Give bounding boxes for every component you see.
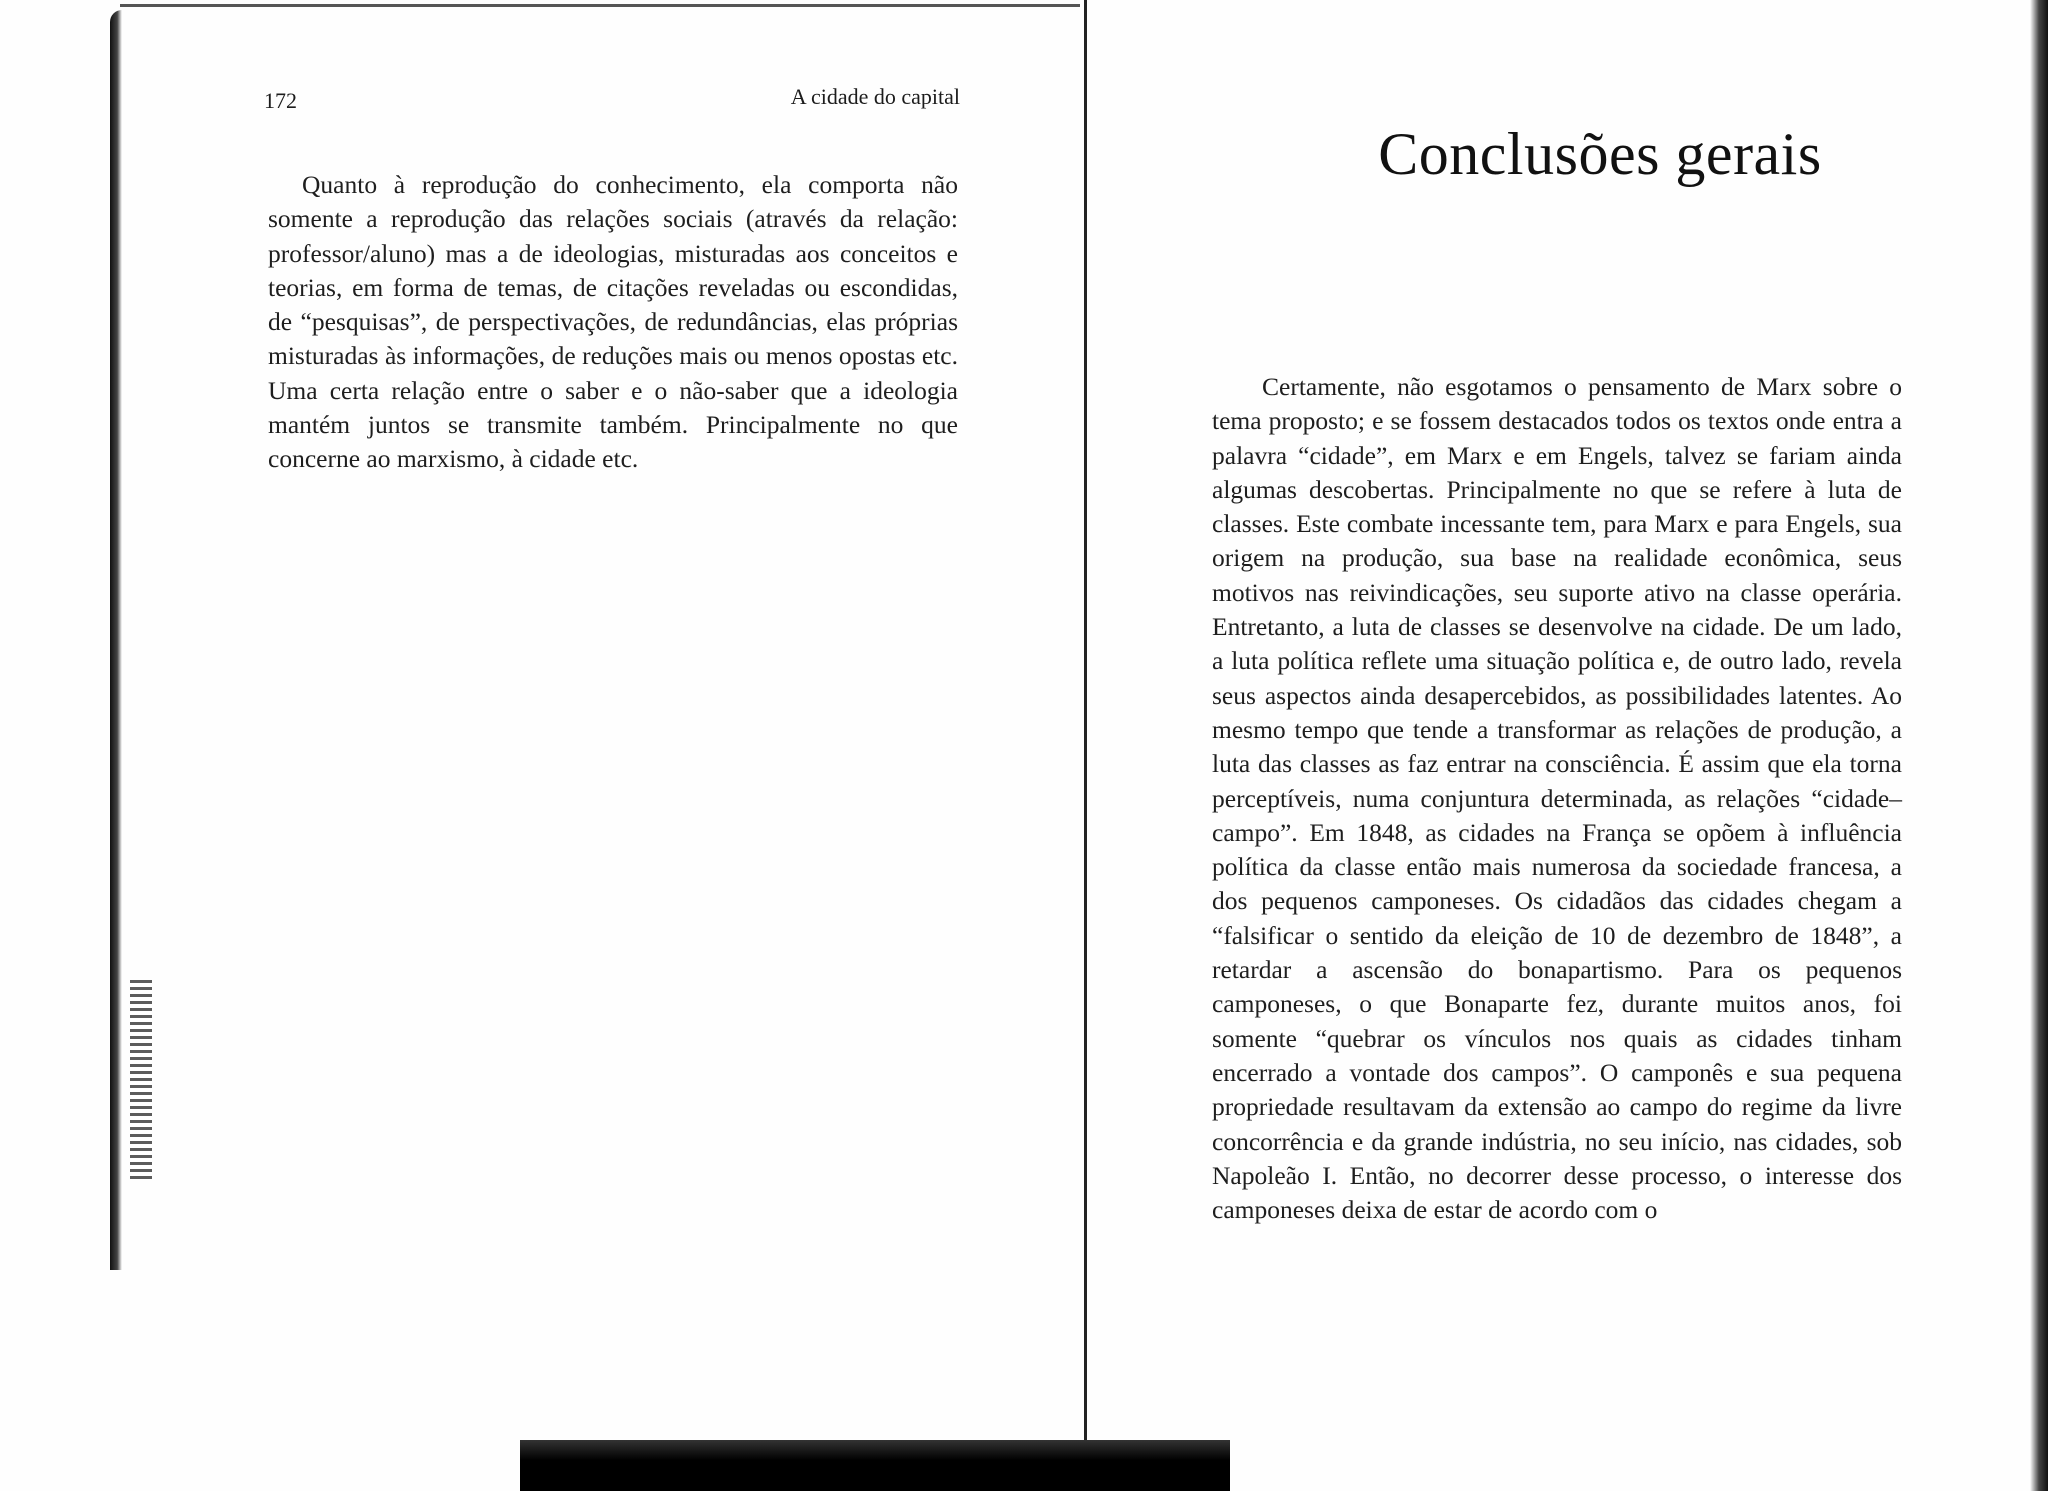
scan-artifact-stripe [130, 980, 152, 1180]
scan-top-edge [120, 4, 1080, 7]
page-number: 172 [264, 88, 297, 113]
page-edge-shadow [110, 10, 122, 1270]
left-paragraph: Quanto à reprodução do conhecimento, ela comporta não somente a reprodução das relações sociais (através da relação: professor/aluno) mas a de ideologias, misturadas aos conceitos e teorias, em forma de temas, de citações reveladas ou escondidas, de “pesquisas”, de perspectivações, de redundâncias, elas próprias misturadas às informações, de reduções mais ou menos opostas etc. Uma certa relação entre o saber e o não-saber que a ideologia mantém juntos se transmite também. Principalmente no que concerne ao marxismo, à cidade etc. [268, 170, 958, 474]
book-spine [1084, 0, 1087, 1440]
running-head: A cidade do capital [790, 84, 960, 109]
right-paragraph: Certamente, não esgotamos o pensamento de Marx sobre o tema proposto; e se fossem destacados todos os textos onde entra a palavra “cidade”, em Marx e em Engels, talvez se fariam ainda algumas descobertas. Principalmente no que se refere à luta de classes. Este combate incessante tem, para Marx e para Engels, sua origem na produção, sua base na realidade econômica, seus motivos nas reivindicações, seu suporte ativo na classe operária. Entretanto, a luta de classes se desenvolve na cidade. De um lado, a luta política reflete uma situação política e, de outro lado, revela seus aspectos ainda desapercebidos, as possibilidades latentes. Ao mesmo tempo que tende a transformar as relações de produção, a luta das classes as faz entrar na consciência. É assim que ela torna perceptíveis, numa conjuntura determinada, as relações “cidade–campo”. Em 1848, as cidades na França se opõem à influência política da classe então mais numerosa da sociedade francesa, a dos pequenos camponeses. Os cidadãos das cidades chegam a “falsificar o sentido da eleição de 10 de dezembro de 1848”, a retardar a ascensão do bonapartismo. Para os pequenos camponeses, o que Bonaparte fez, durante muitos anos, foi somente “quebrar os vínculos nos quais as cidades tinham encerrado a vontade dos campos”. O camponês e sua pequena propriedade resultavam da extensão ao campo do regime da livre concorrência e da grande indústria, no seu início, nas cidades, sob Napoleão I. Então, no decorrer desse processo, o interesse dos camponeses deixa de estar de acordo com o [1212, 372, 1902, 1225]
chapter-title: Conclusões gerais [1378, 121, 1822, 187]
binding-shadow [520, 1440, 1230, 1491]
page-edge-shadow [2030, 0, 2048, 1491]
